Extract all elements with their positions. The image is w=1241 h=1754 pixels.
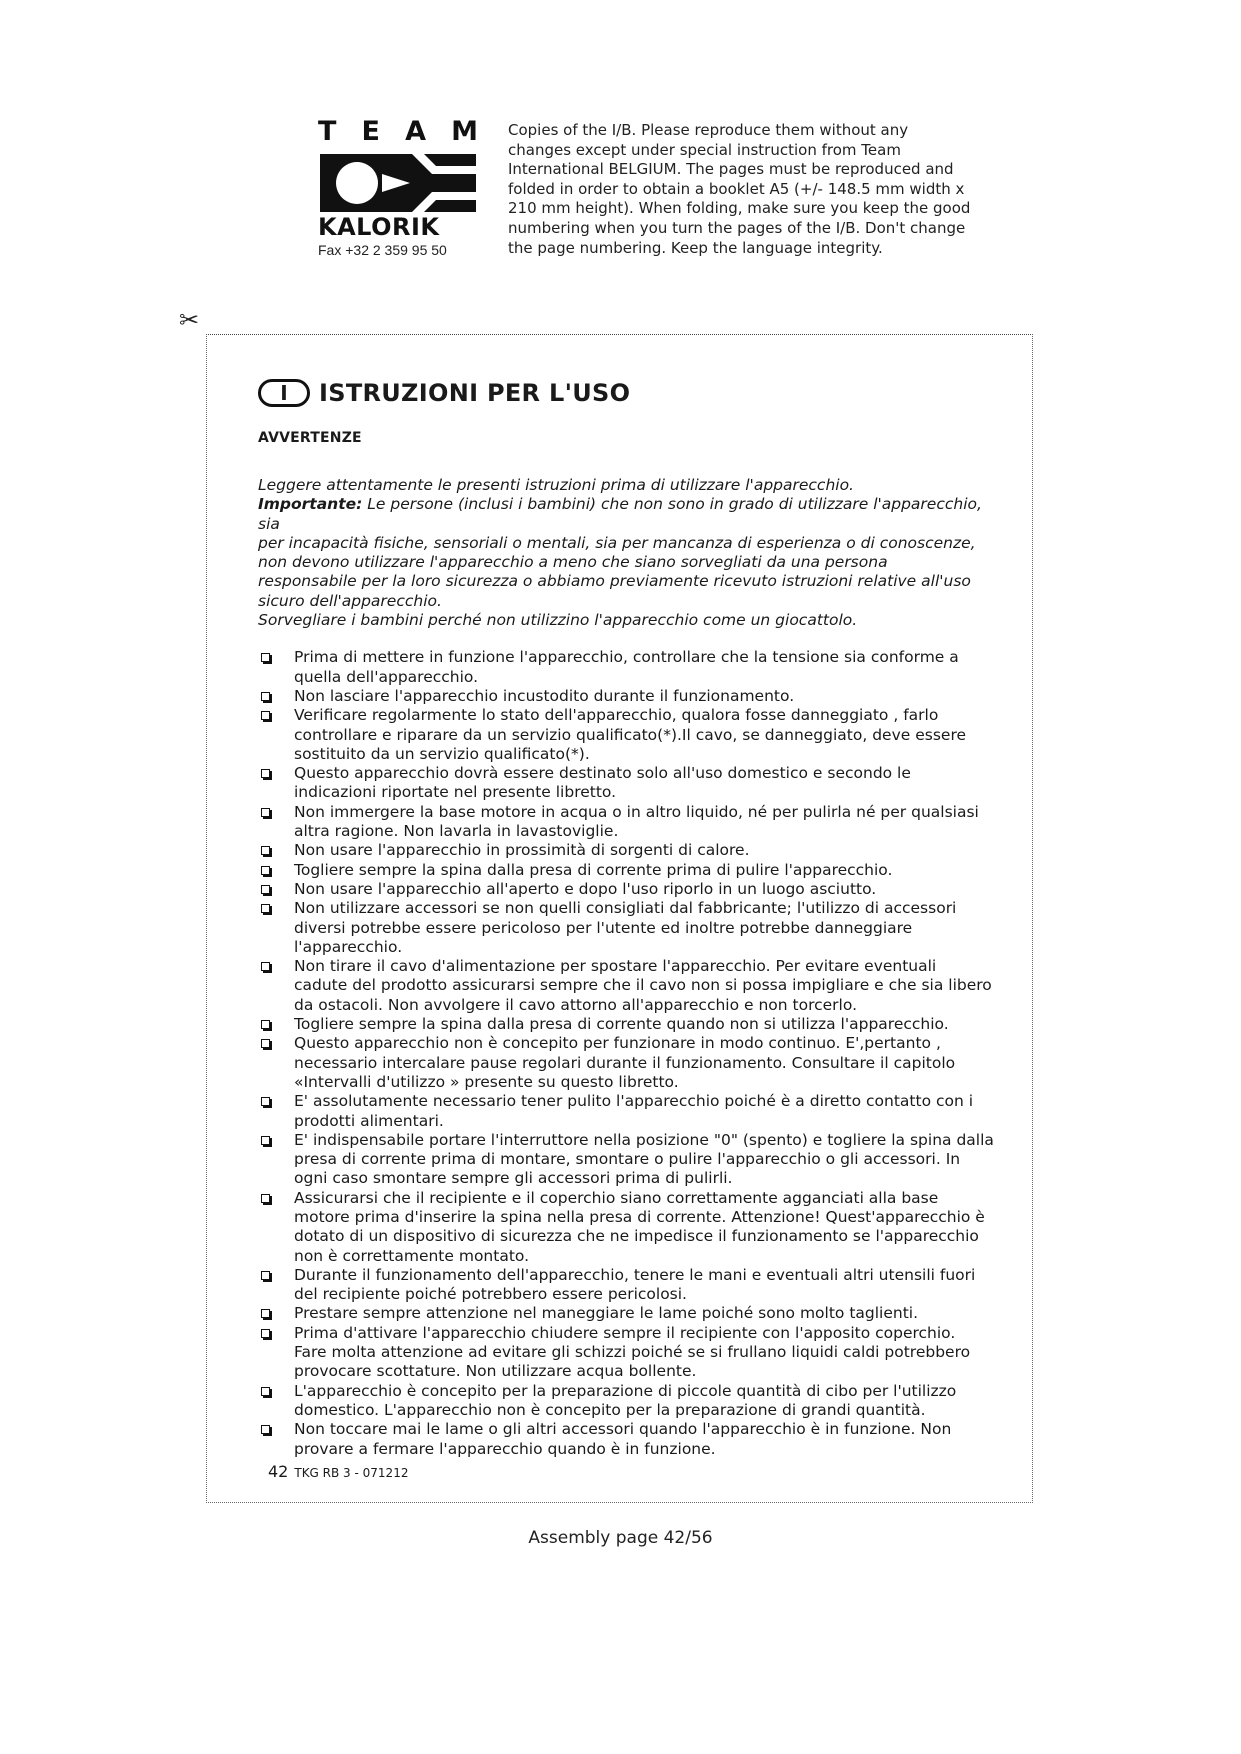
warning-item xyxy=(258,1304,982,1323)
importante-paragraph xyxy=(258,495,982,534)
note-line: folded in order to obtain a booklet A5 (+/- 148.5 mm width x xyxy=(508,179,965,198)
model-code: TKG RB 3 - 071212 xyxy=(294,1466,409,1480)
note-line: the page numbering. Keep the language integrity. xyxy=(508,238,883,257)
reproduction-note xyxy=(508,121,992,258)
checkbox-bullet-icon xyxy=(261,962,270,971)
warning-item xyxy=(258,803,982,842)
warning-item xyxy=(258,841,982,860)
warning-line: da ostacoli. Non avvolgere il cavo attorno all'apparecchio e non torcerlo. xyxy=(294,995,858,1014)
checkbox-bullet-icon xyxy=(261,1097,270,1106)
checkbox-bullet-icon xyxy=(261,1387,270,1396)
checkbox-bullet-icon xyxy=(261,1020,270,1029)
section-subtitle: AVVERTENZE xyxy=(258,430,362,446)
checkbox-bullet-icon xyxy=(261,1194,270,1203)
warning-line: sostituito da un servizio qualificato(*). xyxy=(294,744,590,763)
logo-letter: E xyxy=(361,116,380,147)
warning-line: Non toccare mai le lame o gli altri accessori quando l'apparecchio è in funzione. Non xyxy=(294,1420,952,1439)
warning-line: Non immergere la base motore in acqua o in altro liquido, né per pulirla né per qualsiasi xyxy=(294,802,979,821)
warning-line: necessario intercalare pause regolari durante il funzionamento. Consultare il capitolo xyxy=(294,1053,956,1072)
warning-item xyxy=(258,880,982,899)
warning-line: l'apparecchio. xyxy=(294,937,403,956)
warning-line: domestico. L'apparecchio non è concepito per la preparazione di grandi quantità. xyxy=(294,1400,926,1419)
assembly-page-label: Assembly page 42/56 xyxy=(528,1528,713,1548)
scissors-icon: ✂ xyxy=(179,306,200,334)
checkbox-bullet-icon xyxy=(261,808,270,817)
warning-line: quella dell'apparecchio. xyxy=(294,667,479,686)
warning-line: E' assolutamente necessario tener pulito l'apparecchio poiché è a diretto contatto con i xyxy=(294,1092,974,1111)
warning-item xyxy=(258,899,982,957)
checkbox-bullet-icon xyxy=(261,1309,270,1318)
team-kalorik-logo xyxy=(318,118,478,258)
warning-line: prodotti alimentari. xyxy=(294,1111,444,1130)
warning-line: Prima di mettere in funzione l'apparecchio, controllare che la tensione sia conforme a xyxy=(294,648,959,667)
warning-item xyxy=(258,1324,982,1382)
checkbox-bullet-icon xyxy=(261,846,270,855)
checkbox-bullet-icon xyxy=(261,1425,270,1434)
warning-line: non è correttamente montato. xyxy=(294,1246,530,1265)
intro-line: sicuro dell'apparecchio. xyxy=(258,591,442,610)
importante-label: Importante: xyxy=(258,495,363,514)
warning-item xyxy=(258,1092,982,1131)
warning-line: Questo apparecchio non è concepito per funzionare in modo continuo. E',pertanto , xyxy=(294,1034,941,1053)
warning-item xyxy=(258,1034,982,1092)
intro-line: Le persone (inclusi i bambini) che non sono in grado di utilizzare l'apparecchio, sia xyxy=(258,495,982,533)
warning-item xyxy=(258,648,982,687)
note-line: numbering when you turn the pages of the I/B. Don't change xyxy=(508,218,966,237)
warning-item xyxy=(258,687,982,706)
warning-item xyxy=(258,1015,982,1034)
warning-line: diversi potrebbe essere pericoloso per l'utente ed inoltre potrebbe danneggiare xyxy=(294,918,913,937)
warning-line: Non lasciare l'apparecchio incustodito durante il funzionamento. xyxy=(294,686,795,705)
logo-letter: M xyxy=(451,116,478,147)
intro-text xyxy=(258,476,982,630)
warning-line: cadute del prodotto assicurarsi sempre che il cavo non si possa impigliare e che sia libero xyxy=(294,976,992,995)
warning-item xyxy=(258,1420,982,1459)
warning-line: «Intervalli d'utilizzo » presente su questo libretto. xyxy=(294,1072,679,1091)
note-line: 210 mm height). When folding, make sure you keep the good xyxy=(508,199,971,218)
checkbox-bullet-icon xyxy=(261,1039,270,1048)
warning-line: L'apparecchio è concepito per la preparazione di piccole quantità di cibo per l'utilizzo xyxy=(294,1381,957,1400)
warning-line: controllare e riparare da un servizio qualificato(*).Il cavo, se danneggiato, deve essere xyxy=(294,725,967,744)
warning-line: Verificare regolarmente lo stato dell'apparecchio, qualora fosse danneggiato , farlo xyxy=(294,706,939,725)
warning-line: Non utilizzare accessori se non quelli consigliati dal fabbricante; l'utilizzo di accessori xyxy=(294,899,957,918)
warning-item xyxy=(258,1382,982,1421)
warning-line: ogni caso smontare sempre gli accessori prima di pulirli. xyxy=(294,1169,733,1188)
logo-letter: T xyxy=(318,116,337,147)
warning-line: motore prima d'inserire la spina nella presa di corrente. Attenzione! Quest'apparecchio è xyxy=(294,1207,985,1226)
page-number: 42 xyxy=(268,1462,289,1481)
checkbox-bullet-icon xyxy=(261,653,270,662)
checkbox-bullet-icon xyxy=(261,1271,270,1280)
language-badge: I xyxy=(258,379,310,407)
warning-line: Assicurarsi che il recipiente e il coperchio siano correttamente agganciati alla base xyxy=(294,1188,939,1207)
intro-line: Leggere attentamente le presenti istruzioni prima di utilizzare l'apparecchio. xyxy=(258,476,854,494)
warning-line: Prestare sempre attenzione nel maneggiare le lame poiché sono molto taglienti. xyxy=(294,1304,919,1323)
warning-item xyxy=(258,1266,982,1305)
warning-line: Fare molta attenzione ad evitare gli schizzi poiché se si frullano liquidi caldi potrebbero xyxy=(294,1343,971,1362)
warning-line: provare a fermare l'apparecchio quando è in funzione. xyxy=(294,1439,716,1458)
warning-line: del recipiente poiché potrebbero essere pericolosi. xyxy=(294,1285,687,1304)
warning-item xyxy=(258,957,992,1015)
warning-line: indicazioni riportate nel presente libretto. xyxy=(294,783,617,802)
warning-line: E' indispensabile portare l'interruttore nella posizione "0" (spento) e togliere la spina dalla xyxy=(294,1130,994,1149)
warning-line: Durante il funzionamento dell'apparecchio, tenere le mani e eventuali altri utensili fuori xyxy=(294,1265,976,1284)
warning-line: Prima d'attivare l'apparecchio chiudere sempre il recipiente con l'apposito coperchio. xyxy=(294,1323,956,1342)
checkbox-bullet-icon xyxy=(261,692,270,701)
intro-line: responsabile per la loro sicurezza o abbiamo previamente ricevuto istruzioni relative all'uso xyxy=(258,572,971,591)
note-line: International BELGIUM. The pages must be reproduced and xyxy=(508,160,954,179)
warning-line: dotato di un dispositivo di sicurezza che ne impedisce il funzionamento se l'apparecchio xyxy=(294,1227,979,1246)
intro-line: non devono utilizzare l'apparecchio a meno che siano sorvegliati da una persona xyxy=(258,553,888,572)
intro-line: Sorvegliare i bambini perché non utilizzino l'apparecchio come un giocattolo. xyxy=(258,611,858,630)
warning-line: Non tirare il cavo d'alimentazione per spostare l'apparecchio. Per evitare eventuali xyxy=(294,957,937,976)
checkbox-bullet-icon xyxy=(261,769,270,778)
kalorik-mark-icon xyxy=(320,154,476,212)
warning-item xyxy=(258,706,982,764)
warning-line: provocare scottature. Non utilizzare acqua bollente. xyxy=(294,1362,697,1381)
logo-letter: A xyxy=(405,116,426,147)
warning-item xyxy=(258,861,982,880)
warning-list xyxy=(258,648,994,1458)
fax-number: Fax +32 2 359 95 50 xyxy=(318,242,447,258)
warning-item xyxy=(258,1188,985,1266)
intro-line: per incapacità fisiche, sensoriali o mentali, sia per mancanza di esperienza o di conoscenze, xyxy=(258,533,976,552)
checkbox-bullet-icon xyxy=(261,904,270,913)
warning-item xyxy=(258,764,982,803)
logo-team-letters xyxy=(318,118,478,146)
checkbox-bullet-icon xyxy=(261,711,270,720)
warning-line: Togliere sempre la spina dalla presa di corrente prima di pulire l'apparecchio. xyxy=(294,860,893,879)
checkbox-bullet-icon xyxy=(261,1329,270,1338)
checkbox-bullet-icon xyxy=(261,885,270,894)
warning-line: altra ragione. Non lavarla in lavastoviglie. xyxy=(294,822,619,841)
warning-line: Non usare l'apparecchio all'aperto e dopo l'uso riporlo in un luogo asciutto. xyxy=(294,879,877,898)
warning-line: Questo apparecchio dovrà essere destinato solo all'uso domestico e secondo le xyxy=(294,764,911,783)
checkbox-bullet-icon xyxy=(261,866,270,875)
page-footer xyxy=(268,1462,408,1481)
checkbox-bullet-icon xyxy=(261,1136,270,1145)
note-line: changes except under special instruction from Team xyxy=(508,140,901,159)
note-line: Copies of the I/B. Please reproduce them without any xyxy=(508,121,909,139)
warning-line: Togliere sempre la spina dalla presa di corrente quando non si utilizza l'apparecchio. xyxy=(294,1015,949,1034)
section-title: ISTRUZIONI PER L'USO xyxy=(319,379,631,407)
logo-brand-name: KALORIK xyxy=(318,213,440,241)
warning-line: Non usare l'apparecchio in prossimità di sorgenti di calore. xyxy=(294,841,750,860)
warning-item xyxy=(258,1130,994,1189)
instruction-content xyxy=(258,376,994,1459)
section-heading xyxy=(258,376,982,410)
warning-line: presa di corrente prima di montare, smontare o pulire l'apparecchio o gli accessori. In xyxy=(294,1150,961,1169)
